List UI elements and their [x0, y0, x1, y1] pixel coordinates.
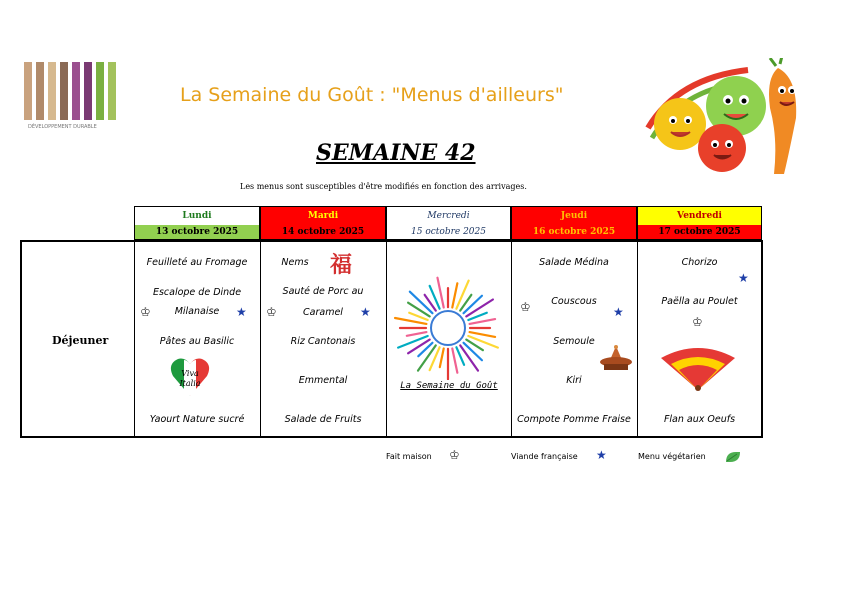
dish-jeudi-5: Compote Pomme Fraise: [517, 414, 631, 425]
logo: [24, 62, 124, 134]
header-mercredi: [386, 206, 511, 240]
utensil-stroke: [398, 336, 428, 348]
utensils-sunburst-illustration: [388, 270, 508, 380]
dish-jeudi-2: Couscous: [551, 296, 597, 307]
day-date-mercredi: 15 octobre 2025: [387, 225, 510, 239]
day-date-vendredi: 17 octobre 2025: [638, 225, 761, 239]
dish-mardi-4: Riz Cantonais: [290, 336, 356, 347]
dish-vendredi-3: Flan aux Oeufs: [663, 414, 736, 425]
utensil-stroke: [452, 348, 457, 372]
leaf-icon: [724, 450, 742, 464]
chef-hat-icon: ♔: [520, 300, 531, 314]
notice-text: Les menus sont susceptibles d'être modifiés en fonction des arrivages.: [240, 182, 527, 191]
viva-italia-heart: [170, 354, 210, 398]
dish-lundi-2: Escalope de Dinde: [152, 287, 242, 298]
fruit-mascot-illustration: [638, 58, 816, 176]
dish-mardi-3: Caramel: [303, 307, 343, 318]
italy-text-2: Italia: [179, 379, 201, 388]
french-meat-icon: ★: [596, 448, 607, 462]
header-mardi: [260, 206, 386, 240]
week-title: SEMAINE 42: [316, 140, 476, 166]
day-name-mercredi: Mercredi: [387, 207, 510, 225]
header-vendredi: [637, 206, 762, 240]
dish-mardi-2: Sauté de Porc au: [282, 286, 364, 297]
utensil-stroke: [464, 296, 482, 313]
chef-hat-icon: ♔: [266, 305, 277, 319]
legend-fait-maison: Fait maison: [386, 452, 432, 461]
logo-text: DÉVELOPPEMENT DURABLE: [28, 124, 97, 130]
dish-vendredi-1: Chorizo: [681, 257, 718, 268]
chef-hat-icon: ♔: [140, 305, 151, 319]
day-date-mardi: 14 octobre 2025: [261, 225, 385, 239]
utensil-stroke: [407, 332, 427, 336]
meal-label: Déjeuner: [52, 334, 109, 347]
utensil-stroke: [456, 281, 468, 309]
dish-vendredi-2: Paëlla au Poulet: [661, 296, 738, 307]
header-lundi: [134, 206, 260, 240]
chef-hat-icon: ♔: [449, 448, 460, 462]
day-name-vendredi: Vendredi: [638, 207, 761, 225]
dish-lundi-3: Milanaise: [174, 306, 220, 317]
header-jeudi: [511, 206, 637, 240]
day-name-lundi: Lundi: [135, 207, 259, 225]
legend-viande-francaise: Viande française: [511, 452, 578, 461]
utensil-stroke: [440, 348, 444, 367]
dish-lundi-4: Pâtes au Basilic: [159, 336, 235, 347]
utensil-stroke: [468, 336, 498, 348]
dish-mardi-6: Salade de Fruits: [284, 414, 362, 425]
italy-text-1: Viva: [181, 369, 199, 378]
dish-lundi-5: Yaourt Nature sucré: [149, 414, 245, 425]
dish-jeudi-4: Kiri: [566, 375, 582, 386]
mercredi-caption: La Semaine du Goût: [400, 381, 498, 391]
french-meat-icon: ★: [360, 305, 371, 319]
day-name-mardi: Mardi: [261, 207, 385, 225]
utensil-stroke: [470, 332, 496, 337]
day-date-lundi: 13 octobre 2025: [135, 225, 259, 239]
page-title: La Semaine du Goût : "Menus d'ailleurs": [180, 84, 564, 106]
utensil-stroke: [464, 343, 482, 360]
french-meat-icon: ★: [738, 271, 749, 285]
french-meat-icon: ★: [613, 305, 624, 319]
dish-mardi-5: Emmental: [298, 375, 348, 386]
dish-jeudi-3: Semoule: [553, 336, 595, 347]
utensil-stroke: [452, 283, 457, 307]
day-name-jeudi: Jeudi: [512, 207, 636, 225]
dish-lundi-1: Feuilleté au Fromage: [146, 257, 248, 268]
utensil-stroke: [470, 319, 496, 324]
spanish-fan-icon: [659, 344, 737, 392]
utensil-stroke: [437, 278, 443, 308]
dish-mardi-1: Nems: [281, 257, 309, 268]
day-date-jeudi: 16 octobre 2025: [512, 225, 636, 239]
tajine-icon: [598, 344, 634, 374]
legend-menu-vegetarien: Menu végétarien: [638, 452, 706, 461]
utensil-stroke: [395, 318, 426, 324]
chef-hat-icon: ♔: [692, 315, 703, 329]
dish-jeudi-1: Salade Médina: [539, 257, 609, 268]
chinese-symbol-icon: 福: [330, 252, 353, 278]
french-meat-icon: ★: [236, 305, 247, 319]
